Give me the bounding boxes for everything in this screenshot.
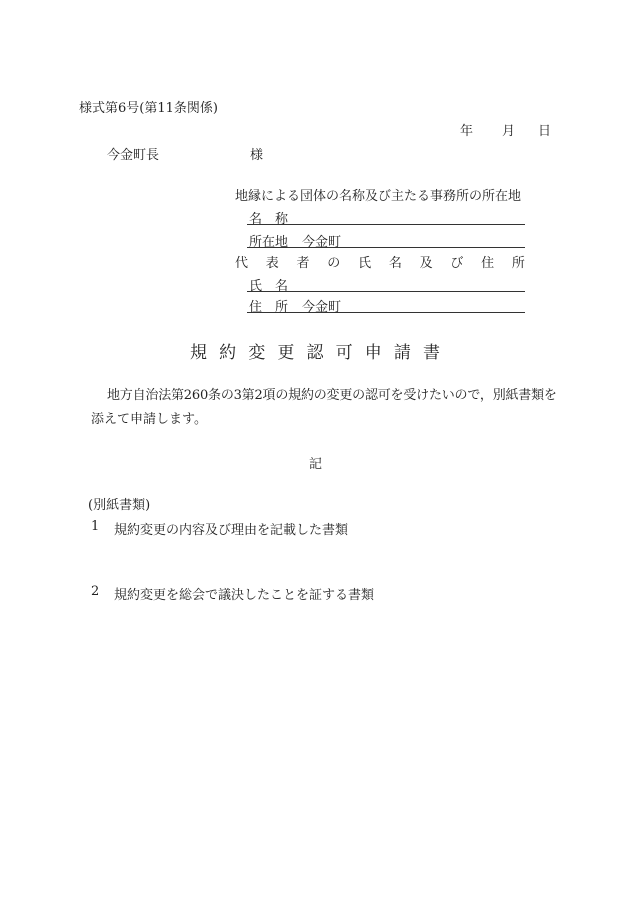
rep-heading-char: の [327,256,341,271]
rep-address-line [247,294,525,313]
title-char: 書 [423,343,440,363]
addressee-name: 今金町長 [107,148,160,163]
rep-heading-char: 表 [265,256,279,271]
applicant-address-value: 今金町 [302,235,342,250]
applicant-address-label: 所在地 [249,235,289,250]
date-year-label: 年 [460,124,474,139]
rep-heading-char: 代 [235,256,249,271]
attachment-item-text: 規約変更を総会で議決したことを証する書類 [114,588,375,603]
rep-address-value: 今金町 [302,300,342,315]
rep-heading-char: 住 [481,256,495,271]
rep-address-label: 住 所 [249,300,289,315]
ki-mark: 記 [309,457,323,472]
title-char: 申 [364,343,382,363]
rep-heading-char: 氏 [358,256,372,271]
rep-heading-char: 及 [419,256,433,271]
attachment-item-number: 2 [91,584,100,599]
title-char: 可 [335,343,353,363]
attachments-heading: (別紙書類) [88,498,151,513]
title-char: 変 [248,343,266,363]
rep-heading-char: 名 [388,256,402,271]
title-char: 規 [190,343,207,363]
title-char: 認 [306,343,324,363]
applicant-address-line [247,229,525,248]
date-month-label: 月 [502,124,516,139]
rep-heading-char: 所 [511,256,525,271]
applicant-heading: 地縁による団体の名称及び主たる事務所の所在地 [235,189,522,204]
title-char: 更 [277,343,295,363]
date-day-label: 日 [538,124,552,139]
attachment-item-number: 1 [91,519,100,534]
representative-heading [235,252,525,271]
attachment-item-text: 規約変更の内容及び理由を記載した書類 [114,523,349,538]
form-number: 様式第6号(第11条関係) [79,101,218,116]
rep-name-label: 氏 名 [249,279,289,294]
applicant-name-label: 名 称 [249,212,289,227]
applicant-name-line [247,206,525,225]
document-title [190,338,440,363]
rep-heading-char: び [450,256,464,271]
title-char: 約 [219,343,237,363]
body-line-2: 添えて申請します。 [91,412,207,427]
rep-heading-char: 者 [296,256,310,271]
body-line-1: 地方自治法第260条の3第2項の規約の変更の認可を受けたいので，別紙書類を [107,388,557,403]
addressee-suffix: 様 [250,148,264,163]
rep-name-line [247,273,525,292]
title-char: 請 [393,343,411,363]
